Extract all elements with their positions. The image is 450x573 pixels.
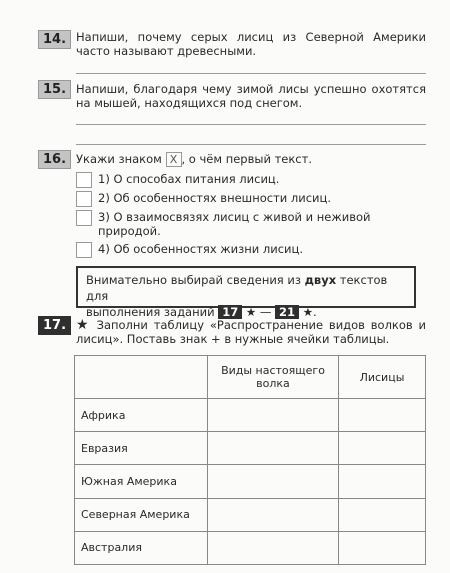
table-cell[interactable] (339, 399, 426, 432)
table-cell[interactable] (208, 399, 339, 432)
row-label: Австралия (75, 531, 208, 564)
row-label: Африка (75, 399, 208, 432)
table-cell[interactable] (339, 465, 426, 498)
question-14-text: Напиши, почему серых лисиц из Северной Америки часто называют древесными. (76, 30, 426, 58)
note-line-1-post: текстов для (86, 273, 388, 303)
answer-line-15a[interactable] (76, 124, 426, 125)
q16-text-post: , о чём первый текст. (181, 152, 312, 166)
range-dash: — (259, 305, 272, 319)
table-header-empty (75, 356, 208, 399)
option-2-checkbox[interactable] (76, 191, 92, 207)
table-cell[interactable] (208, 531, 339, 564)
answer-line-15b[interactable] (76, 144, 426, 145)
table-row (75, 465, 426, 498)
option-4-label: 4) Об особенностях жизни лисиц. (98, 242, 303, 256)
row-label: Южная Америка (75, 465, 208, 498)
question-15-text: Напиши, благодаря чему зимой лисы успешно охотятся на мышей, находящихся под снегом. (76, 82, 426, 110)
star-icon: ★ (76, 317, 91, 333)
instruction-note (76, 266, 416, 319)
table-row (75, 531, 426, 564)
question-15-number: 15. (38, 80, 71, 99)
question-14-number: 14. (38, 30, 71, 49)
distribution-table (74, 355, 426, 565)
table-cell[interactable] (339, 498, 426, 531)
star-icon: ★ (245, 305, 257, 319)
option-3-checkbox[interactable] (76, 210, 92, 226)
question-17-number: 17. (38, 316, 71, 335)
note-line-1 (86, 272, 406, 304)
option-4-checkbox[interactable] (76, 242, 92, 258)
note-line-1-pre: Внимательно выбирай сведения из (86, 273, 301, 287)
q17-text-body: Заполни таблицу «Распространение видов волков и лисиц». Поставь знак + в нужные ячейки таблицы. (76, 318, 427, 346)
row-label: Евразия (75, 432, 208, 465)
q16-text-pre: Укажи знаком (76, 152, 162, 166)
task-to-tag: 21 (275, 305, 299, 319)
table-cell[interactable] (208, 498, 339, 531)
table-row (75, 498, 426, 531)
x-mark-icon: X (166, 152, 182, 167)
table-row (75, 399, 426, 432)
question-16-number: 16. (38, 150, 71, 169)
option-1-label: 1) О способах питания лисиц. (98, 172, 280, 186)
option-1-checkbox[interactable] (76, 172, 92, 188)
note-line-2: выполнения заданий 17 ★ — 21 ★. (86, 305, 317, 319)
table-cell[interactable] (339, 531, 426, 564)
table-cell[interactable] (208, 465, 339, 498)
answer-line-14[interactable] (76, 73, 426, 74)
row-label: Северная Америка (75, 498, 208, 531)
question-16-text (76, 152, 426, 167)
table-row (75, 432, 426, 465)
table-header-fox: Лисицы (339, 356, 426, 399)
question-17-text (76, 318, 426, 346)
table-cell[interactable] (339, 432, 426, 465)
note-line-1-bold: двух (304, 273, 337, 287)
table-header-wolf: Виды настоящего волка (208, 356, 339, 399)
table-cell[interactable] (208, 432, 339, 465)
star-icon: ★ (302, 305, 313, 319)
note-line-2-pre: выполнения заданий (86, 305, 215, 319)
task-from-tag: 17 (218, 305, 242, 319)
table-header-row (75, 356, 426, 399)
option-2-label: 2) Об особенностях внешности лисиц. (98, 191, 331, 205)
option-3-label: 3) О взаимосвязях лисиц с живой и неживой природой. (98, 210, 371, 238)
